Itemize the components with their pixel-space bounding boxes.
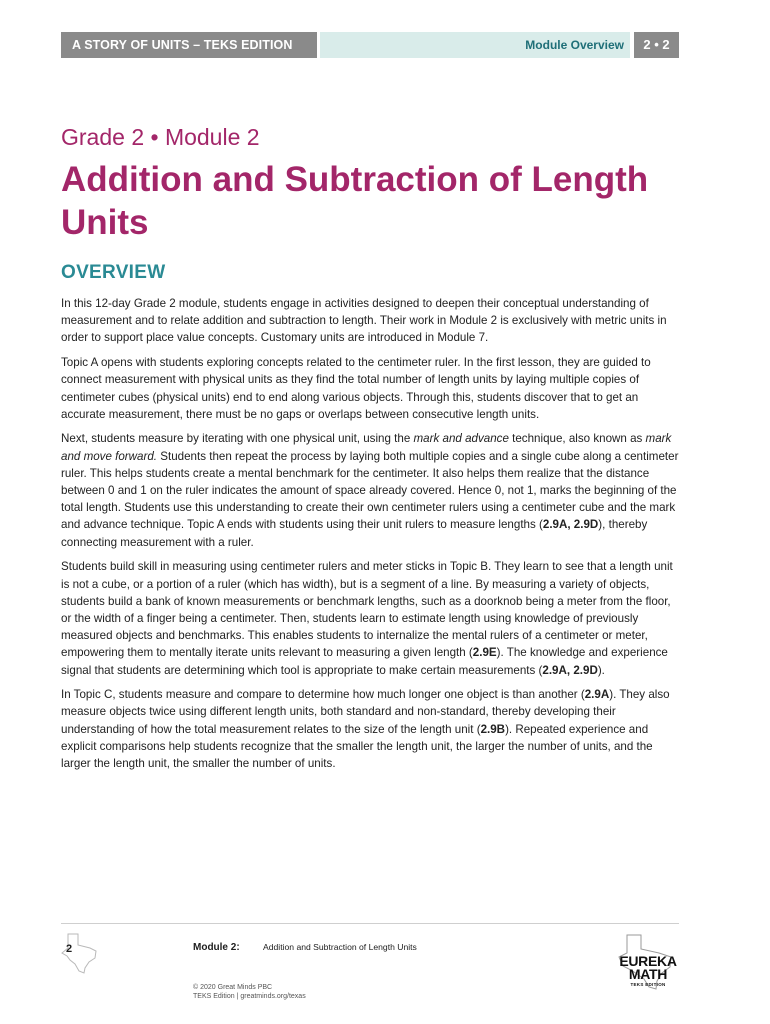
- footer-divider: [61, 923, 679, 924]
- overview-paragraph: [61, 430, 683, 550]
- emphasis-text: mark and move forward.: [61, 432, 672, 463]
- footer-module-title: Addition and Subtraction of Length Units: [263, 942, 417, 952]
- paragraph-text: Next, students measure by iterating with one physical unit, using the: [61, 432, 414, 446]
- edition-url: TEKS Edition | greatminds.org/texas: [193, 993, 306, 1000]
- eureka-math-logo: [616, 955, 680, 981]
- header-series-label: A STORY OF UNITS – TEKS EDITION: [61, 32, 317, 58]
- paragraph-text: In Topic C, students measure and compare to determine how much longer one object is than another (: [61, 688, 585, 702]
- footer-module-label: Module 2:: [193, 942, 240, 953]
- emphasis-text: mark and advance: [413, 432, 509, 446]
- texas-icon: [58, 930, 102, 974]
- teks-standard-ref: 2.9E: [472, 646, 497, 660]
- overview-paragraph: [61, 354, 683, 423]
- logo-line-2: MATH: [628, 966, 668, 982]
- overview-paragraph: [61, 558, 683, 678]
- overview-paragraph: [61, 295, 683, 347]
- page-title: Addition and Subtraction of Length Units: [61, 160, 649, 242]
- paragraph-text: In this 12-day Grade 2 module, students engage in activities designed to deepen their conceptual understanding of measurement and to relate addition and subtraction to length. Their work in Module 2 is exclusively with metric units in order to support place value concepts. Customary units are introduced in Module 7.: [61, 297, 667, 345]
- teks-standard-ref: 2.9A, 2.9D: [542, 518, 599, 532]
- copyright-line: © 2020 Great Minds PBC: [193, 984, 273, 991]
- overview-body: [61, 295, 683, 780]
- copyright: [193, 983, 306, 1001]
- grade-module-label: Grade 2 • Module 2: [61, 124, 260, 150]
- paragraph-text: ). They also measure objects twice using different length units, both standard and non-standard, thereby developing their understanding of how the total measurement relates to the size of the length unit (: [61, 688, 670, 736]
- teks-standard-ref: 2.9B: [480, 722, 506, 736]
- page-number: 2: [66, 943, 73, 955]
- teks-standard-ref: 2.9A, 2.9D: [542, 663, 598, 677]
- logo-line-1: EUREKA: [619, 953, 677, 969]
- paragraph-text: ).: [597, 663, 605, 677]
- paragraph-text: ). The knowledge and experience signal that students are determining which tool is appropriate to make certain measurements (: [61, 646, 668, 677]
- overview-paragraph: [61, 686, 683, 772]
- header-section-label: Module Overview: [320, 32, 630, 58]
- paragraph-text: Topic A opens with students exploring concepts related to the centimeter ruler. In the first lesson, they are guided to connect measurement with physical units as they find the total number of length units by laying multiple copies of centimeter cubes (physical units) end to end along various objects. Through this, students discover that to get an accurate measurement, there must be no gaps or overlaps between consecutive length units.: [61, 356, 651, 421]
- paragraph-text: Students build skill in measuring using centimeter rulers and meter sticks in Topic B. They learn to see that a length unit is not a cube, or a portion of a ruler (which has width), but is a segment of a line. By measuring a variety of objects, students build a bank of known measurements or benchmark lengths, such as a doorknob being a meter from the floor, or the width of a finger being a centimeter. Then, students learn to estimate length using knowledge of previously measured objects and benchmarks. This enables students to internalize the mental rulers of a centimeter or meter, empowering them to mentally iterate units relevant to measuring a given length (: [61, 560, 673, 660]
- teks-standard-ref: 2.9A: [584, 688, 610, 702]
- paragraph-text: Students then repeat the process by laying both multiple copies and a single cube along a centimeter ruler. This helps students create a mental benchmark for the centimeter. It also helps them realize that the distance between 0 and 1 on the ruler indicates the amount of space already covered. Hence 0, not 1, marks the beginning of the total length. Students use this understanding to create their own centimeter rulers using a centimeter cube and the mark and advance technique. Topic A ends with students using their unit rulers to measure lengths (: [61, 449, 679, 532]
- logo-edition: TEKS EDITION: [630, 982, 666, 987]
- paragraph-text: ). Repeated experience and explicit comparisons help students recognize that the smaller the length unit, the larger the number of units, and the larger the length unit, the smaller the number of units.: [61, 722, 653, 771]
- paragraph-text: ), thereby connecting measurement with a ruler.: [61, 518, 648, 549]
- paragraph-text: technique, also known as: [508, 432, 646, 446]
- header-module-number: 2 • 2: [634, 32, 679, 58]
- overview-heading: OVERVIEW: [61, 262, 166, 283]
